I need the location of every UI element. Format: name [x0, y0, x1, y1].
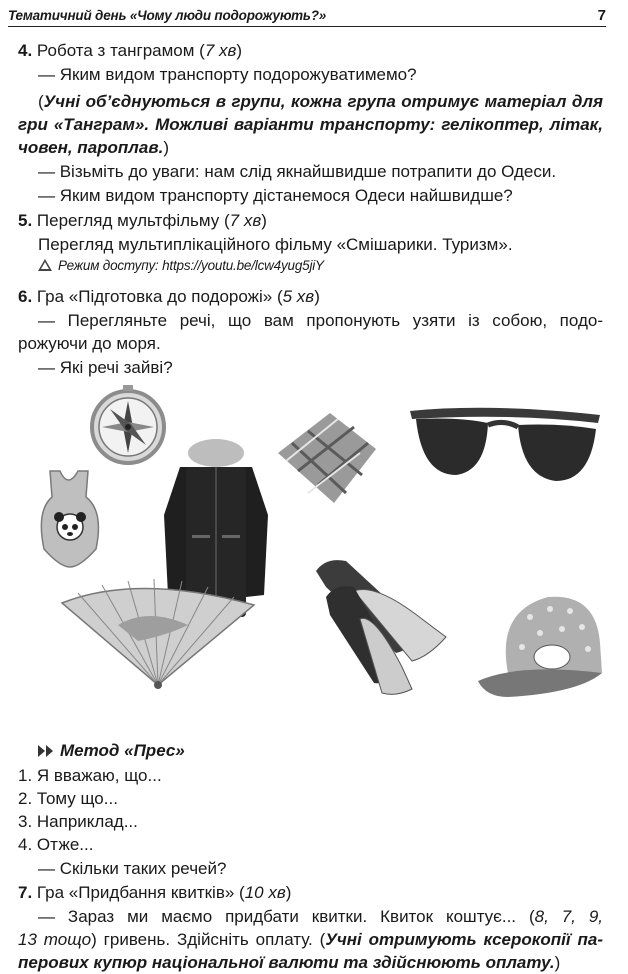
- double-arrow-icon: [38, 745, 54, 757]
- flippers-icon: [316, 560, 446, 694]
- section-6-line-1: — Перегляньте речі, що вам пропонують узяти із собою, подо-: [38, 311, 603, 330]
- method-question: — Скільки таких речей?: [38, 859, 227, 878]
- section-4-note-line-1: (Учні об’єднуються в групи, кожна група отримує матеріал для: [38, 92, 603, 111]
- method-item-1: 1. Я вважаю, що...: [18, 766, 162, 785]
- section-4-heading: 4. Робота з танграмом (7 хв): [18, 41, 243, 60]
- section-4-question: — Яким видом транспорту подорожуватимемо?: [38, 65, 417, 84]
- video-link[interactable]: Режим доступу: https://youtu.be/lcw4yug5jiY: [38, 258, 324, 273]
- travel-items-illustration: [28, 385, 605, 707]
- method-item-4: 4. Отже...: [18, 835, 94, 854]
- section-5-heading: 5. Перегляд мультфільму (7 хв): [18, 211, 267, 230]
- method-item-2: 2. Тому що...: [18, 789, 118, 808]
- blanket-icon: [278, 413, 376, 503]
- section-7-line-2: 13 тощо) гривень. Здійсніть оплату. (Учні отримують ксерокопії па-: [18, 930, 603, 949]
- section-7-line-1: — Зараз ми маємо придбати квитки. Квиток коштує... (8, 7, 9,: [38, 907, 603, 926]
- sunglasses-icon: [410, 408, 600, 481]
- running-title: Тематичний день «Чому люди подорожують?»: [8, 7, 327, 23]
- section-6-heading: 6. Гра «Підготовка до подорожі» (5 хв): [18, 287, 320, 306]
- section-5-text: Перегляд мультиплікаційного фільму «Смішарики. Туризм».: [38, 235, 513, 254]
- section-4-instruction-2: — Яким видом транспорту дістанемося Одеси найшвидше?: [38, 186, 513, 205]
- page-header: [8, 4, 606, 27]
- travel-items-svg: [28, 385, 605, 707]
- section-4-note-line-2: гри «Танграм». Можливі варіанти транспорту: гелікоптер, літак,: [18, 115, 603, 134]
- compass-icon: [92, 385, 164, 463]
- swimsuit-icon: [41, 471, 98, 567]
- section-6-line-3: — Які речі зайві?: [38, 358, 173, 377]
- section-4-note-line-3: човен, пароплав.): [18, 138, 169, 157]
- section-7-line-3: перових купюр національної валюти та здійснюють оплату.): [18, 953, 561, 972]
- section-6-line-2: рожуючи до моря.: [18, 334, 161, 353]
- method-heading: Метод «Прес»: [38, 740, 185, 762]
- cap-icon: [478, 597, 602, 697]
- warning-triangle-icon: [38, 259, 52, 271]
- section-4-instruction-1: — Візьміть до уваги: нам слід якнайшвидше потрапити до Одеси.: [38, 162, 557, 181]
- method-item-3: 3. Наприклад...: [18, 812, 138, 831]
- page-number: 7: [597, 6, 606, 24]
- section-7-heading: 7. Гра «Придбання квитків» (10 хв): [18, 883, 292, 902]
